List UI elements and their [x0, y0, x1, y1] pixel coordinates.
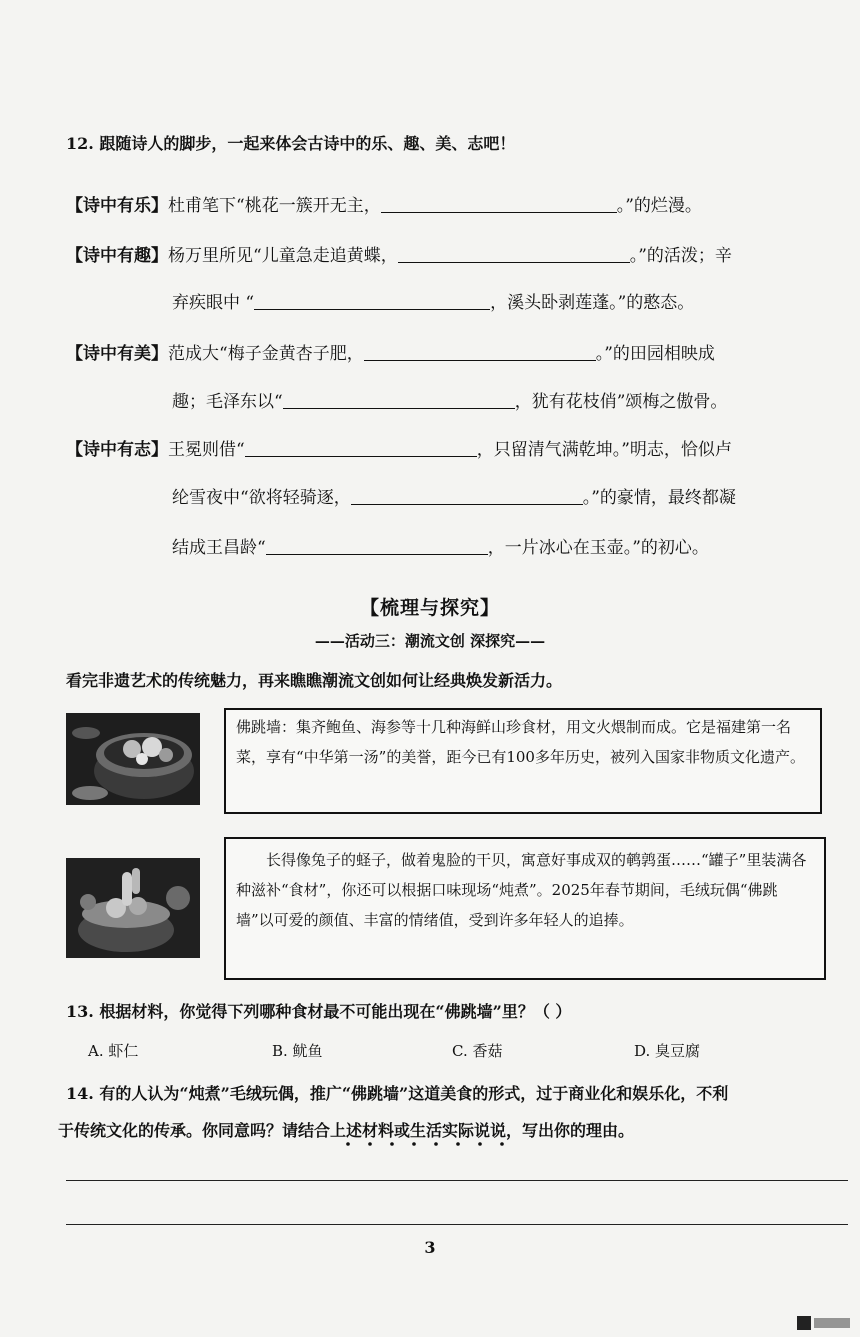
answer-blank[interactable] [364, 359, 596, 361]
poem-line-fun-2 [172, 288, 694, 313]
plush-toy-photo [66, 858, 200, 958]
poem-line-ambition-3 [172, 533, 709, 558]
poem-line-fun [66, 241, 732, 266]
line-pre: 趣；毛泽东以“ [172, 392, 283, 412]
option-d[interactable]: D. 臭豆腐 [634, 1042, 701, 1060]
line-post: ，只留清气满乾坤。”明志，恰似卢 [476, 440, 732, 460]
tag-beauty: 【诗中有美】 [66, 344, 168, 364]
scanner-watermark-logo [814, 1318, 850, 1328]
tag-fun: 【诗中有趣】 [66, 246, 168, 266]
answer-blank[interactable] [283, 407, 515, 409]
line-pre: 弃疾眼中 “ [172, 293, 255, 313]
material-text-1: 佛跳墙：集齐鲍鱼、海参等十几种海鲜山珍食材，用文火煨制而成。它是福建第一名菜，享有“中华第一汤”的美誉，距今已有100多年历史，被列入国家非物质文化遗产。 [236, 718, 805, 766]
page-number: 3 [424, 1238, 436, 1257]
poem-line-ambition [66, 435, 732, 460]
option-b[interactable]: B. 鱿鱼 [272, 1042, 323, 1060]
answer-line-1[interactable] [66, 1180, 848, 1181]
line-post: 。”的活泼；辛 [629, 246, 732, 266]
line-post: 。”的田园相映成 [595, 344, 715, 364]
line-pre: 王冕则借“ [168, 440, 245, 460]
question-14-line-2: 于传统文化的传承。你同意吗？请结合上述材料或生活实际说说，写出你的理由。 [58, 1121, 635, 1140]
line-post: ，犹有花枝俏”颂梅之傲骨。 [514, 392, 728, 412]
emphasis-dots [340, 1140, 540, 1148]
tag-ambition: 【诗中有志】 [66, 440, 168, 460]
material-box-1 [224, 708, 822, 814]
line-pre: 纶雪夜中“欲将轻骑逐， [172, 488, 351, 508]
poem-line-beauty [66, 339, 715, 364]
answer-blank[interactable] [254, 308, 490, 310]
section-title: 【梳理与探究】 [359, 597, 500, 619]
poem-line-joy [66, 191, 702, 216]
line-pre: 杨万里所见“儿童急走追黄蝶， [168, 246, 398, 266]
activity-subtitle: ——活动三：潮流文创 深探究—— [314, 632, 546, 650]
tag-joy: 【诗中有乐】 [66, 196, 168, 216]
option-c[interactable]: C. 香菇 [452, 1042, 503, 1060]
line-pre: 杜甫笔下“桃花一簇开无主， [168, 196, 381, 216]
answer-blank[interactable] [381, 211, 617, 213]
option-a[interactable]: A. 虾仁 [88, 1042, 139, 1060]
poem-line-beauty-2 [172, 387, 727, 412]
answer-line-2[interactable] [66, 1224, 848, 1225]
answer-blank[interactable] [351, 503, 583, 505]
poem-line-ambition-2 [172, 483, 736, 508]
question-13-title: 13. 根据材料，你觉得下列哪种食材最不可能出现在“佛跳墙”里？（ ） [66, 1002, 572, 1021]
line-pre: 结成王昌龄“ [172, 538, 266, 558]
question-14-line-1: 14. 有的人认为“炖煮”毛绒玩偶，推广“佛跳墙”这道美食的形式，过于商业化和娱乐化，不利 [66, 1084, 729, 1103]
line-post: 。”的豪情，最终都凝 [582, 488, 736, 508]
material-box-2 [224, 837, 826, 980]
qr-code-icon [797, 1316, 811, 1330]
material-text-2: 长得像兔子的蛏子，做着鬼脸的干贝，寓意好事成双的鹌鹑蛋……“罐子”里装满各种滋补“食材”，你还可以根据口味现场“炖煮”。2025年春节期间，毛绒玩偶“佛跳墙”以可爱的颜值、丰富的情绪值，受到许多年轻人的追捧。 [236, 851, 807, 929]
answer-blank[interactable] [245, 455, 477, 457]
section-intro: 看完非遗艺术的传统魅力，再来瞧瞧潮流文创如何让经典焕发新活力。 [66, 671, 563, 690]
line-post: 。”的烂漫。 [616, 196, 702, 216]
line-pre: 范成大“梅子金黄杏子肥， [168, 344, 364, 364]
line-post: ，一片冰心在玉壶。”的初心。 [487, 538, 709, 558]
fotiaoqiang-dish-photo [66, 713, 200, 805]
question-12-title: 12. 跟随诗人的脚步，一起来体会古诗中的乐、趣、美、志吧！ [66, 134, 516, 153]
answer-blank[interactable] [398, 261, 630, 263]
line-post: ，溪头卧剥莲蓬。”的憨态。 [490, 293, 695, 313]
answer-blank[interactable] [266, 553, 488, 555]
